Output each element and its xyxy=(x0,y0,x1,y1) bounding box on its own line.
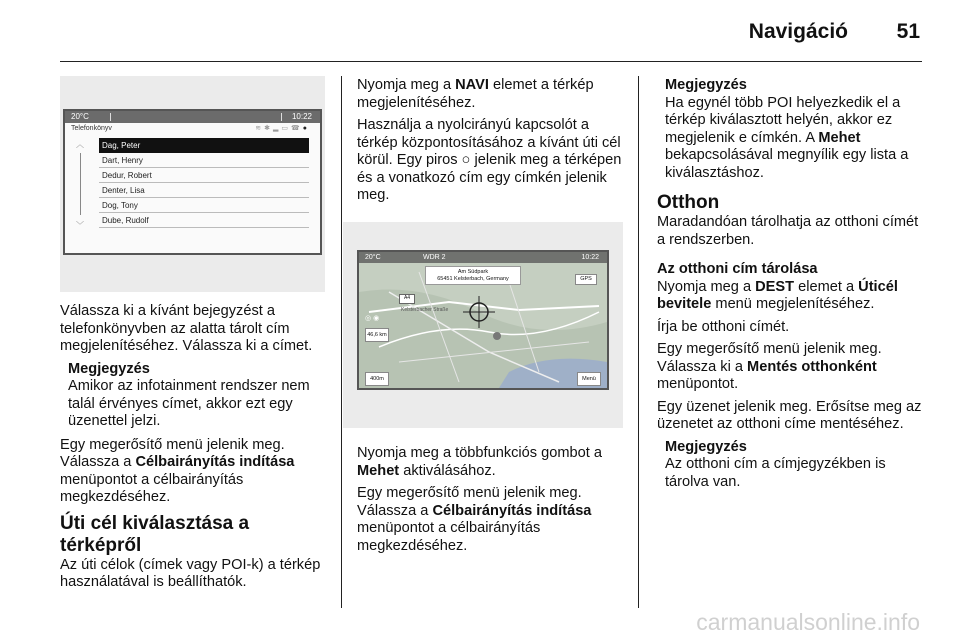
menu-item-ref: Célbairányítás indítása xyxy=(432,502,592,519)
map-icons xyxy=(365,314,381,322)
status-separator xyxy=(110,113,111,121)
note-title: Megjegyzés xyxy=(665,77,747,93)
zoom-readout[interactable]: 46,6 km xyxy=(365,328,389,342)
compass-icon: ◉ xyxy=(373,315,382,322)
list-item[interactable]: Dube, Rudolf xyxy=(99,213,309,228)
address-label xyxy=(425,266,521,285)
button-ref: DEST xyxy=(755,278,795,295)
signal-icon: ▂ xyxy=(273,125,282,132)
menu-button[interactable]: Menü xyxy=(577,372,601,386)
page-title: Navigáció xyxy=(748,20,848,43)
text: jelenik meg a térképen és a vonatkozó cím egy címkén jelenik meg. xyxy=(357,152,622,203)
menu-ref: Úticél bevitele xyxy=(657,278,898,312)
list-item[interactable]: Denter, Lisa xyxy=(99,183,309,198)
paragraph xyxy=(657,279,925,314)
road-sign: A4 xyxy=(399,294,415,304)
paragraph xyxy=(357,117,625,205)
status-bar xyxy=(65,111,320,123)
text: menüpontot a célbairányítás megkezdéséhez. xyxy=(60,471,244,505)
paragraph xyxy=(357,77,625,112)
text: menüpontot. xyxy=(657,376,739,392)
column-1 xyxy=(60,303,330,597)
page-number: 51 xyxy=(896,20,920,43)
column-2-top xyxy=(357,77,625,210)
screen-title: Telefonkönyv xyxy=(71,125,112,132)
menu-item-ref: Célbairányítás indítása xyxy=(135,454,295,470)
phone-icon: ☎ xyxy=(291,125,303,132)
menu-item-ref: Mehet xyxy=(357,462,400,479)
note-box xyxy=(60,361,330,431)
status-separator xyxy=(281,113,282,121)
list-item[interactable]: Dedur, Robert xyxy=(99,168,309,183)
menu-item-ref: Mehet xyxy=(818,129,861,146)
radio-station: WDR 2 xyxy=(423,254,446,261)
list-item[interactable]: Dart, Henry xyxy=(99,153,309,168)
address-line: 65451 Kelsterbach, Germany xyxy=(437,276,509,282)
gps-button[interactable]: GPS xyxy=(575,274,597,285)
column-divider-2 xyxy=(638,76,639,608)
battery-icon: ▭ xyxy=(281,125,292,132)
scale-button[interactable]: 400m xyxy=(365,372,389,386)
text: Nyomja meg a többfunkciós gombot a xyxy=(357,445,602,461)
watermark[interactable]: carmanualsonline.info xyxy=(696,609,920,635)
header-divider xyxy=(60,61,922,62)
chevron-up-icon[interactable]: ︿ xyxy=(76,140,84,149)
paragraph xyxy=(60,437,330,507)
paragraph xyxy=(657,341,925,394)
paragraph xyxy=(357,485,625,555)
map-figure xyxy=(343,222,623,428)
status-bar xyxy=(359,252,607,263)
settings-icon: ● xyxy=(302,125,310,132)
status-icons xyxy=(255,124,310,132)
phonebook-figure xyxy=(60,76,325,292)
text: Egy megerősítő menü jelenik meg. Válassza a xyxy=(357,485,582,519)
text: Egy megerősítő menü jelenik meg. Válassza a xyxy=(60,436,285,470)
temperature: 20°C xyxy=(71,112,89,121)
column-3 xyxy=(657,77,925,497)
wifi-icon: ≋ xyxy=(255,125,265,132)
list-scrollbar[interactable] xyxy=(73,139,89,231)
bluetooth-icon: ✱ xyxy=(264,125,274,132)
text: elemet a xyxy=(794,278,859,295)
text: Nyomja meg a xyxy=(357,77,456,93)
poi-icon: ◎ xyxy=(365,315,374,322)
paragraph: Az úti célok (címek vagy POI-k) a térkép használatával is beállíthatók. xyxy=(60,556,321,590)
menu-item-ref: Mentés otthonként xyxy=(747,358,877,375)
phonebook-screen xyxy=(63,109,322,255)
note-box xyxy=(657,439,925,492)
text: Nyomja meg a xyxy=(657,278,756,295)
street-label: Kelsterbacher Straße xyxy=(401,307,449,313)
text: menüpontot a célbairányítás megkezdéséhez. xyxy=(357,520,541,554)
column-divider-1 xyxy=(341,76,342,608)
text: Használja a nyolcirányú kapcsolót a térkép központosításához a kívánt úti cél körül. Egy piros xyxy=(357,117,621,168)
column-2-bottom xyxy=(357,445,625,560)
paragraph: Egy üzenet jelenik meg. Erősítse meg az üzenetet az otthoni címe mentéséhez. xyxy=(657,398,922,432)
chevron-down-icon[interactable]: ﹀ xyxy=(76,221,84,230)
paragraph: Írja be otthoni címét. xyxy=(657,318,790,335)
note-text: Az otthoni cím a címjegyzékben is tárolva van. xyxy=(665,456,886,490)
note-text: Ha egynél több POI helyezkedik el a térkép kiválasztott helyén, akkor ez megjelenik e címkén. A xyxy=(665,94,901,146)
text: elemet a térkép megjelenítéséhez. xyxy=(357,77,594,111)
clock: 10:22 xyxy=(291,112,312,121)
subsection-heading: Az otthoni cím tárolása xyxy=(657,261,818,277)
button-ref: NAVI xyxy=(455,77,489,93)
list-item[interactable]: Dog, Tony xyxy=(99,198,309,213)
paragraph: Maradandóan tárolhatja az otthoni címét a rendszerben. xyxy=(657,214,919,248)
note-title: Megjegyzés xyxy=(665,438,747,455)
page-header xyxy=(0,14,960,50)
contact-list xyxy=(99,138,309,228)
text: Egy megerősítő menü jelenik meg. Válassza ki a xyxy=(657,341,882,375)
scroll-track[interactable] xyxy=(80,153,81,215)
section-heading: Úti cél kiválasztása a térképről xyxy=(60,512,250,556)
crosshair-symbol: ○ xyxy=(461,152,471,168)
list-item[interactable]: Dag, Peter xyxy=(99,138,309,153)
section-heading: Otthon xyxy=(657,192,720,213)
text: menü megjelenítéséhez. xyxy=(711,296,875,312)
temperature: 20°C xyxy=(365,254,381,261)
note-title: Megjegyzés xyxy=(68,360,150,377)
note-box xyxy=(657,77,925,182)
paragraph xyxy=(357,445,625,480)
address-line: Am Südpark xyxy=(457,269,489,275)
paragraph: Válassza ki a kívánt bejegyzést a telefonkönyvben az alatta tárolt cím megjelenítéséhez. Válassza ki a címet. xyxy=(60,303,313,354)
note-text: bekapcsolásával megnyílik egy lista a kiválasztáshoz. xyxy=(665,147,909,181)
note-text: Amikor az infotainment rendszer nem talál érvényes címet, akkor ezt egy üzenettel jelzi. xyxy=(68,378,310,429)
clock: 10:22 xyxy=(581,254,599,261)
text: aktiválásához. xyxy=(399,462,496,479)
map-screen xyxy=(357,250,609,390)
